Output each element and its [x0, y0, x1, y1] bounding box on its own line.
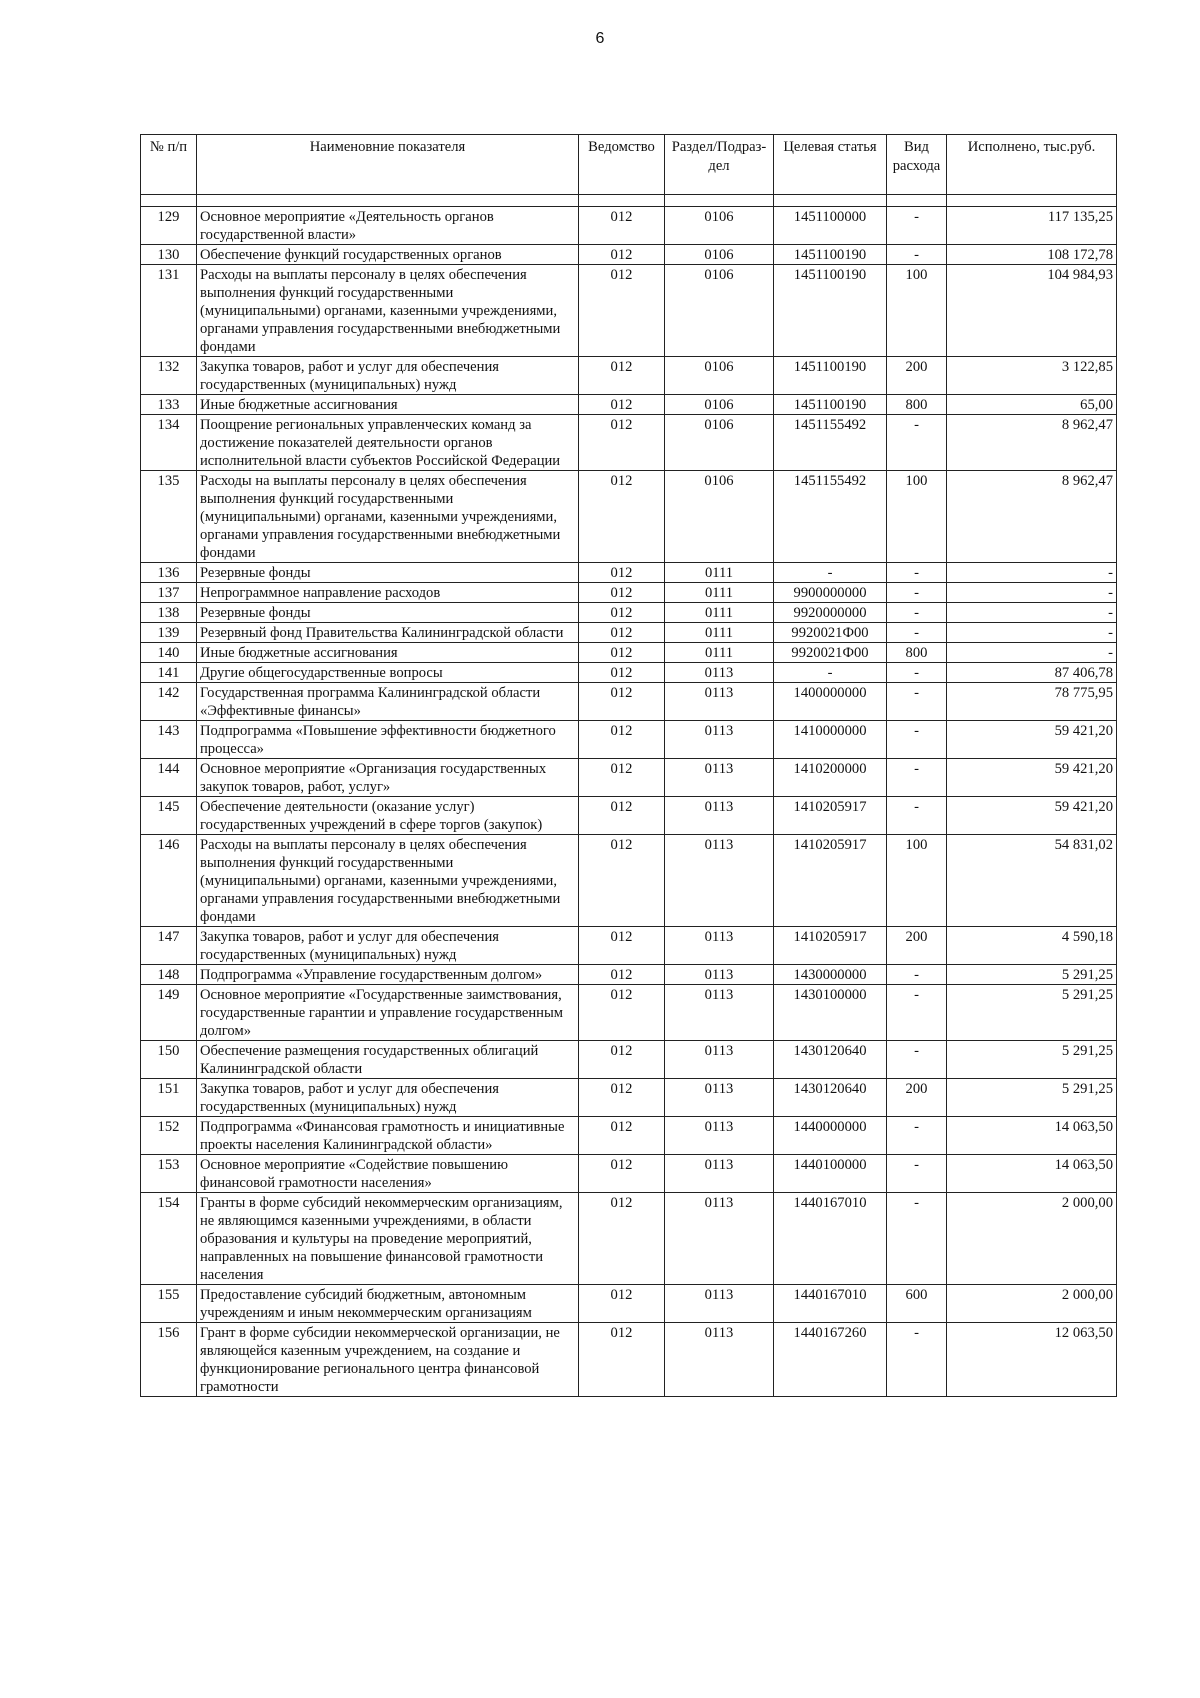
table-body: [141, 195, 1117, 1397]
cell-indicator-name: Обеспечение деятельности (оказание услуг) государственных учреждений в сфере торгов (закупок): [197, 797, 579, 835]
cell-celevaya-statya: 1410000000: [774, 721, 887, 759]
cell-indicator-name: Резервный фонд Правительства Калининградской области: [197, 623, 579, 643]
cell-row-number: 137: [141, 583, 197, 603]
cell-vedomstvo: 012: [579, 357, 665, 395]
cell-row-number: 140: [141, 643, 197, 663]
cell-indicator-name: Грант в форме субсидии некоммерческой организации, не являющейся казенным учреждением, на создание и функционирование регионального центра финансовой грамотности: [197, 1323, 579, 1397]
table-row: [141, 835, 1117, 927]
cell-vedomstvo: 012: [579, 583, 665, 603]
cell-celevaya-statya: -: [774, 663, 887, 683]
table-row: [141, 985, 1117, 1041]
cell-vid-raskhoda: 100: [887, 265, 947, 357]
cell-razdel: 0106: [665, 265, 774, 357]
cell-indicator-name: Резервные фонды: [197, 603, 579, 623]
cell-vedomstvo: 012: [579, 985, 665, 1041]
column-header-sum: Исполнено, тыс.руб.: [947, 135, 1117, 195]
cell-vid-raskhoda: -: [887, 759, 947, 797]
cell-ispolneno: 59 421,20: [947, 721, 1117, 759]
cell-celevaya-statya: 1451100190: [774, 395, 887, 415]
cell-vedomstvo: 012: [579, 835, 665, 927]
table-row: [141, 623, 1117, 643]
cell-celevaya-statya: 1451155492: [774, 471, 887, 563]
cell-razdel: 0111: [665, 623, 774, 643]
table-row: [141, 965, 1117, 985]
cell-vid-raskhoda: -: [887, 721, 947, 759]
table-row: [141, 643, 1117, 663]
cell-vedomstvo: 012: [579, 1323, 665, 1397]
cell-celevaya-statya: 1451100190: [774, 245, 887, 265]
cell-vedomstvo: 012: [579, 759, 665, 797]
header-spacer-row: [141, 195, 1117, 207]
cell-vedomstvo: 012: [579, 721, 665, 759]
column-header-vid: Вид расхода: [887, 135, 947, 195]
cell-vid-raskhoda: -: [887, 415, 947, 471]
cell-vedomstvo: 012: [579, 663, 665, 683]
cell-razdel: 0113: [665, 985, 774, 1041]
cell-row-number: 138: [141, 603, 197, 623]
cell-razdel: 0113: [665, 1155, 774, 1193]
table-row: [141, 1041, 1117, 1079]
cell-indicator-name: Иные бюджетные ассигнования: [197, 643, 579, 663]
cell-row-number: 155: [141, 1285, 197, 1323]
cell-razdel: 0106: [665, 471, 774, 563]
cell-vid-raskhoda: -: [887, 563, 947, 583]
cell-razdel: 0113: [665, 797, 774, 835]
cell-indicator-name: Непрограммное направление расходов: [197, 583, 579, 603]
cell-celevaya-statya: 1440167010: [774, 1193, 887, 1285]
cell-vedomstvo: 012: [579, 603, 665, 623]
table-row: [141, 797, 1117, 835]
table-row: [141, 245, 1117, 265]
cell-razdel: 0113: [665, 721, 774, 759]
table-row: [141, 1117, 1117, 1155]
cell-vedomstvo: 012: [579, 1041, 665, 1079]
cell-vid-raskhoda: 200: [887, 357, 947, 395]
cell-ispolneno: 5 291,25: [947, 965, 1117, 985]
cell-ispolneno: 54 831,02: [947, 835, 1117, 927]
cell-razdel: 0113: [665, 1285, 774, 1323]
cell-row-number: 151: [141, 1079, 197, 1117]
cell-celevaya-statya: 1440000000: [774, 1117, 887, 1155]
cell-razdel: 0113: [665, 759, 774, 797]
cell-razdel: 0113: [665, 1079, 774, 1117]
cell-vid-raskhoda: 600: [887, 1285, 947, 1323]
cell-row-number: 136: [141, 563, 197, 583]
cell-razdel: 0111: [665, 643, 774, 663]
column-header-razdel: Раздел/Подраз-дел: [665, 135, 774, 195]
table-header-row: [141, 135, 1117, 195]
cell-ispolneno: 5 291,25: [947, 1079, 1117, 1117]
cell-vedomstvo: 012: [579, 395, 665, 415]
cell-celevaya-statya: 1410205917: [774, 835, 887, 927]
cell-indicator-name: Подпрограмма «Повышение эффективности бюджетного процесса»: [197, 721, 579, 759]
cell-ispolneno: 5 291,25: [947, 1041, 1117, 1079]
cell-razdel: 0113: [665, 1041, 774, 1079]
spacer-cell: [141, 195, 197, 207]
cell-celevaya-statya: 1430100000: [774, 985, 887, 1041]
cell-ispolneno: 3 122,85: [947, 357, 1117, 395]
spacer-cell: [774, 195, 887, 207]
table-row: [141, 415, 1117, 471]
spacer-cell: [887, 195, 947, 207]
cell-vid-raskhoda: -: [887, 583, 947, 603]
page-number: 6: [595, 30, 605, 47]
cell-vedomstvo: 012: [579, 643, 665, 663]
cell-row-number: 146: [141, 835, 197, 927]
cell-indicator-name: Основное мероприятие «Деятельность органов государственной власти»: [197, 207, 579, 245]
cell-ispolneno: 14 063,50: [947, 1117, 1117, 1155]
cell-ispolneno: 12 063,50: [947, 1323, 1117, 1397]
cell-row-number: 147: [141, 927, 197, 965]
cell-vedomstvo: 012: [579, 1155, 665, 1193]
table-row: [141, 759, 1117, 797]
budget-execution-table: [140, 134, 1117, 1397]
cell-celevaya-statya: 1451100190: [774, 265, 887, 357]
table-row: [141, 471, 1117, 563]
cell-celevaya-statya: 1451155492: [774, 415, 887, 471]
cell-indicator-name: Иные бюджетные ассигнования: [197, 395, 579, 415]
cell-vid-raskhoda: 800: [887, 395, 947, 415]
cell-ispolneno: -: [947, 583, 1117, 603]
cell-vedomstvo: 012: [579, 1285, 665, 1323]
cell-indicator-name: Закупка товаров, работ и услуг для обеспечения государственных (муниципальных) нужд: [197, 357, 579, 395]
cell-row-number: 130: [141, 245, 197, 265]
cell-row-number: 145: [141, 797, 197, 835]
cell-celevaya-statya: 1430120640: [774, 1041, 887, 1079]
cell-celevaya-statya: 1400000000: [774, 683, 887, 721]
cell-vid-raskhoda: -: [887, 1041, 947, 1079]
cell-ispolneno: 5 291,25: [947, 985, 1117, 1041]
cell-razdel: 0106: [665, 245, 774, 265]
cell-celevaya-statya: 9920000000: [774, 603, 887, 623]
cell-vid-raskhoda: -: [887, 623, 947, 643]
cell-row-number: 132: [141, 357, 197, 395]
cell-razdel: 0113: [665, 1193, 774, 1285]
cell-ispolneno: 59 421,20: [947, 759, 1117, 797]
cell-razdel: 0113: [665, 1117, 774, 1155]
cell-indicator-name: Закупка товаров, работ и услуг для обеспечения государственных (муниципальных) нужд: [197, 927, 579, 965]
cell-vedomstvo: 012: [579, 207, 665, 245]
cell-ispolneno: 117 135,25: [947, 207, 1117, 245]
table-row: [141, 663, 1117, 683]
cell-ispolneno: 108 172,78: [947, 245, 1117, 265]
cell-row-number: 142: [141, 683, 197, 721]
cell-vid-raskhoda: 100: [887, 471, 947, 563]
cell-celevaya-statya: 1430000000: [774, 965, 887, 985]
cell-razdel: 0113: [665, 835, 774, 927]
cell-celevaya-statya: 1410200000: [774, 759, 887, 797]
table-row: [141, 583, 1117, 603]
cell-razdel: 0111: [665, 583, 774, 603]
cell-vid-raskhoda: 800: [887, 643, 947, 663]
cell-row-number: 131: [141, 265, 197, 357]
cell-ispolneno: -: [947, 603, 1117, 623]
cell-indicator-name: Обеспечение функций государственных органов: [197, 245, 579, 265]
table-row: [141, 1323, 1117, 1397]
cell-razdel: 0113: [665, 683, 774, 721]
cell-ispolneno: 65,00: [947, 395, 1117, 415]
cell-ispolneno: 2 000,00: [947, 1193, 1117, 1285]
table-row: [141, 683, 1117, 721]
cell-vid-raskhoda: 200: [887, 1079, 947, 1117]
spacer-cell: [197, 195, 579, 207]
cell-vid-raskhoda: 100: [887, 835, 947, 927]
cell-vid-raskhoda: -: [887, 797, 947, 835]
cell-ispolneno: 87 406,78: [947, 663, 1117, 683]
cell-row-number: 150: [141, 1041, 197, 1079]
cell-ispolneno: 2 000,00: [947, 1285, 1117, 1323]
column-header-num: № п/п: [141, 135, 197, 195]
spacer-cell: [579, 195, 665, 207]
cell-indicator-name: Резервные фонды: [197, 563, 579, 583]
cell-row-number: 141: [141, 663, 197, 683]
cell-celevaya-statya: 1430120640: [774, 1079, 887, 1117]
cell-celevaya-statya: 1440100000: [774, 1155, 887, 1193]
table-row: [141, 721, 1117, 759]
cell-celevaya-statya: 1451100190: [774, 357, 887, 395]
cell-razdel: 0111: [665, 603, 774, 623]
cell-celevaya-statya: 1440167260: [774, 1323, 887, 1397]
cell-vedomstvo: 012: [579, 245, 665, 265]
cell-vid-raskhoda: -: [887, 1155, 947, 1193]
cell-vedomstvo: 012: [579, 563, 665, 583]
cell-row-number: 139: [141, 623, 197, 643]
cell-razdel: 0113: [665, 1323, 774, 1397]
cell-celevaya-statya: 9920021Ф00: [774, 643, 887, 663]
spacer-cell: [665, 195, 774, 207]
cell-vedomstvo: 012: [579, 623, 665, 643]
cell-razdel: 0106: [665, 357, 774, 395]
cell-celevaya-statya: 9900000000: [774, 583, 887, 603]
cell-indicator-name: Гранты в форме субсидий некоммерческим организациям, не являющимся казенными учреждениями, в области образования и культуры на проведение мероприятий, направленных на повышение финансовой грамотности населения: [197, 1193, 579, 1285]
table-row: [141, 1079, 1117, 1117]
cell-indicator-name: Расходы на выплаты персоналу в целях обеспечения выполнения функций государственными (муниципальными) органами, казенными учреждениями, органами управления государственными внебюджетными фондами: [197, 835, 579, 927]
cell-vedomstvo: 012: [579, 1117, 665, 1155]
cell-ispolneno: 8 962,47: [947, 415, 1117, 471]
cell-ispolneno: -: [947, 623, 1117, 643]
cell-row-number: 156: [141, 1323, 197, 1397]
column-header-vedomstvo: Ведомство: [579, 135, 665, 195]
table-row: [141, 265, 1117, 357]
cell-celevaya-statya: 1410205917: [774, 797, 887, 835]
cell-row-number: 134: [141, 415, 197, 471]
cell-ispolneno: 4 590,18: [947, 927, 1117, 965]
cell-indicator-name: Основное мероприятие «Государственные заимствования, государственные гарантии и управление государственным долгом»: [197, 985, 579, 1041]
table-row: [141, 357, 1117, 395]
cell-row-number: 149: [141, 985, 197, 1041]
cell-vedomstvo: 012: [579, 965, 665, 985]
cell-vedomstvo: 012: [579, 1079, 665, 1117]
table-row: [141, 207, 1117, 245]
cell-celevaya-statya: 1440167010: [774, 1285, 887, 1323]
cell-razdel: 0113: [665, 663, 774, 683]
cell-razdel: 0113: [665, 965, 774, 985]
cell-indicator-name: Расходы на выплаты персоналу в целях обеспечения выполнения функций государственными (муниципальными) органами, казенными учреждениями, органами управления государственными внебюджетными фондами: [197, 265, 579, 357]
spacer-cell: [947, 195, 1117, 207]
cell-celevaya-statya: 1451100000: [774, 207, 887, 245]
cell-celevaya-statya: -: [774, 563, 887, 583]
cell-vedomstvo: 012: [579, 797, 665, 835]
cell-indicator-name: Обеспечение размещения государственных облигаций Калининградской области: [197, 1041, 579, 1079]
cell-row-number: 129: [141, 207, 197, 245]
cell-indicator-name: Основное мероприятие «Содействие повышению финансовой грамотности населения»: [197, 1155, 579, 1193]
cell-row-number: 154: [141, 1193, 197, 1285]
cell-razdel: 0113: [665, 927, 774, 965]
cell-row-number: 144: [141, 759, 197, 797]
table-row: [141, 563, 1117, 583]
cell-vid-raskhoda: -: [887, 1117, 947, 1155]
cell-row-number: 153: [141, 1155, 197, 1193]
cell-indicator-name: Расходы на выплаты персоналу в целях обеспечения выполнения функций государственными (муниципальными) органами, казенными учреждениями, органами управления государственными внебюджетными фондами: [197, 471, 579, 563]
cell-indicator-name: Подпрограмма «Управление государственным долгом»: [197, 965, 579, 985]
cell-vedomstvo: 012: [579, 927, 665, 965]
cell-ispolneno: -: [947, 563, 1117, 583]
cell-indicator-name: Государственная программа Калининградской области «Эффективные финансы»: [197, 683, 579, 721]
column-header-name: Наименовние показателя: [197, 135, 579, 195]
cell-ispolneno: 8 962,47: [947, 471, 1117, 563]
cell-indicator-name: Предоставление субсидий бюджетным, автономным учреждениям и иным некоммерческим организациям: [197, 1285, 579, 1323]
cell-vedomstvo: 012: [579, 415, 665, 471]
column-header-celevaya: Целевая статья: [774, 135, 887, 195]
cell-vedomstvo: 012: [579, 265, 665, 357]
table-row: [141, 395, 1117, 415]
cell-vid-raskhoda: -: [887, 603, 947, 623]
cell-vid-raskhoda: -: [887, 245, 947, 265]
cell-row-number: 133: [141, 395, 197, 415]
cell-razdel: 0106: [665, 395, 774, 415]
cell-row-number: 152: [141, 1117, 197, 1155]
cell-razdel: 0106: [665, 415, 774, 471]
cell-vid-raskhoda: -: [887, 1323, 947, 1397]
cell-row-number: 135: [141, 471, 197, 563]
cell-indicator-name: Закупка товаров, работ и услуг для обеспечения государственных (муниципальных) нужд: [197, 1079, 579, 1117]
cell-vid-raskhoda: -: [887, 985, 947, 1041]
cell-vid-raskhoda: -: [887, 683, 947, 721]
cell-ispolneno: 59 421,20: [947, 797, 1117, 835]
cell-celevaya-statya: 1410205917: [774, 927, 887, 965]
cell-ispolneno: 14 063,50: [947, 1155, 1117, 1193]
cell-ispolneno: 104 984,93: [947, 265, 1117, 357]
cell-row-number: 148: [141, 965, 197, 985]
table-row: [141, 1285, 1117, 1323]
cell-indicator-name: Основное мероприятие «Организация государственных закупок товаров, работ, услуг»: [197, 759, 579, 797]
cell-vid-raskhoda: -: [887, 1193, 947, 1285]
cell-vid-raskhoda: -: [887, 965, 947, 985]
cell-vid-raskhoda: -: [887, 663, 947, 683]
cell-vid-raskhoda: 200: [887, 927, 947, 965]
cell-ispolneno: 78 775,95: [947, 683, 1117, 721]
cell-indicator-name: Поощрение региональных управленческих команд за достижение показателей деятельности органов исполнительной власти субъектов Российской Федерации: [197, 415, 579, 471]
cell-vid-raskhoda: -: [887, 207, 947, 245]
cell-row-number: 143: [141, 721, 197, 759]
table-row: [141, 927, 1117, 965]
cell-ispolneno: -: [947, 643, 1117, 663]
cell-razdel: 0111: [665, 563, 774, 583]
cell-indicator-name: Другие общегосударственные вопросы: [197, 663, 579, 683]
cell-razdel: 0106: [665, 207, 774, 245]
cell-vedomstvo: 012: [579, 1193, 665, 1285]
cell-indicator-name: Подпрограмма «Финансовая грамотность и инициативные проекты населения Калининградской области»: [197, 1117, 579, 1155]
table-row: [141, 1193, 1117, 1285]
table-row: [141, 1155, 1117, 1193]
cell-vedomstvo: 012: [579, 471, 665, 563]
table-row: [141, 603, 1117, 623]
cell-vedomstvo: 012: [579, 683, 665, 721]
cell-celevaya-statya: 9920021Ф00: [774, 623, 887, 643]
